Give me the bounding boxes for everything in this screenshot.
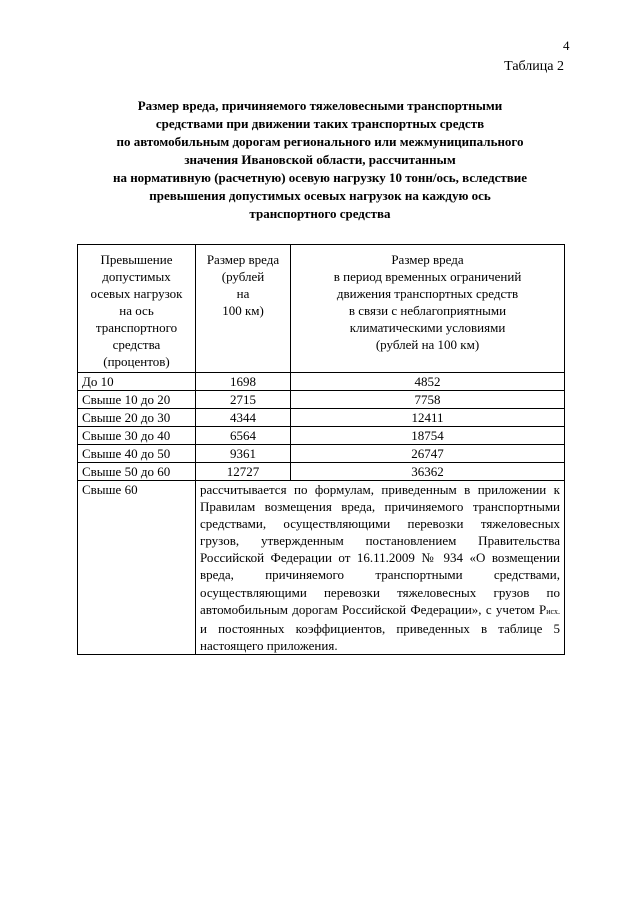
cell-damage: 6564 [196, 427, 291, 445]
table-row [78, 463, 565, 481]
table-row [78, 373, 565, 391]
table-row [78, 391, 565, 409]
header-damage: Размер вреда (рублей на 100 км) [196, 245, 291, 373]
cell-formula-text [196, 481, 565, 655]
cell-range: Свыше 40 до 50 [78, 445, 196, 463]
cell-damage-restricted: 36362 [291, 463, 565, 481]
cell-damage: 4344 [196, 409, 291, 427]
cell-damage-restricted: 4852 [291, 373, 565, 391]
formula-subscript: исх. [546, 606, 560, 616]
cell-damage: 12727 [196, 463, 291, 481]
page-number: 4 [563, 38, 570, 53]
header-overload: Превышение допустимых осевых нагрузок на ось транспортного средства (процентов) [78, 245, 196, 373]
cell-damage: 1698 [196, 373, 291, 391]
cell-range: Свыше 30 до 40 [78, 427, 196, 445]
formula-text-after: и постоянных коэффициентов, приведенных в таблице 5 настоящего приложения. [200, 620, 560, 653]
header-damage-restricted: Размер вреда в период временных ограничений движения транспортных средств в связи с неблагоприятными климатическими условиями (рублей на 100 км) [291, 245, 565, 373]
cell-range: Свыше 20 до 30 [78, 409, 196, 427]
table-row [78, 427, 565, 445]
cell-damage-restricted: 18754 [291, 427, 565, 445]
document-title: Размер вреда, причиняемого тяжеловесными транспортными средствами при движении таких транспортных средств по автомобильным дорогам регионального или межмуниципального значения Ивановской области, рассчитанным на нормативную (расчетную) осевую нагрузку 10 тонн/ось, вследствие превышения допустимых осевых нагрузок на каждую ось транспортного средства [112, 98, 528, 221]
cell-range: Свыше 50 до 60 [78, 463, 196, 481]
cell-damage-restricted: 26747 [291, 445, 565, 463]
table-header-row [78, 245, 565, 373]
cell-damage-restricted: 12411 [291, 409, 565, 427]
table-row-formula [78, 481, 565, 655]
cell-damage: 9361 [196, 445, 291, 463]
cell-range: Свыше 60 [78, 481, 196, 655]
cell-damage: 2715 [196, 391, 291, 409]
cell-range: До 10 [78, 373, 196, 391]
cell-damage-restricted: 7758 [291, 391, 565, 409]
table-label: Таблица 2 [504, 59, 564, 74]
cell-range: Свыше 10 до 20 [78, 391, 196, 409]
damage-table [77, 244, 565, 655]
formula-text-before: рассчитывается по формулам, приведенным в приложении к Правилам возмещения вреда, причиняемого транспортными средствами, осуществляющими перевозки тяжеловесных грузов, утвержденным постановлением Правительства Российской Федерации от 16.11.2009 № 934 «О возмещении вреда, причиняемого транспортными средствами, осуществляющими перевозки тяжеловесных грузов по автомобильным дорогам Российской Федерации», с учетом P [200, 482, 560, 617]
table-row [78, 409, 565, 427]
table-row [78, 445, 565, 463]
